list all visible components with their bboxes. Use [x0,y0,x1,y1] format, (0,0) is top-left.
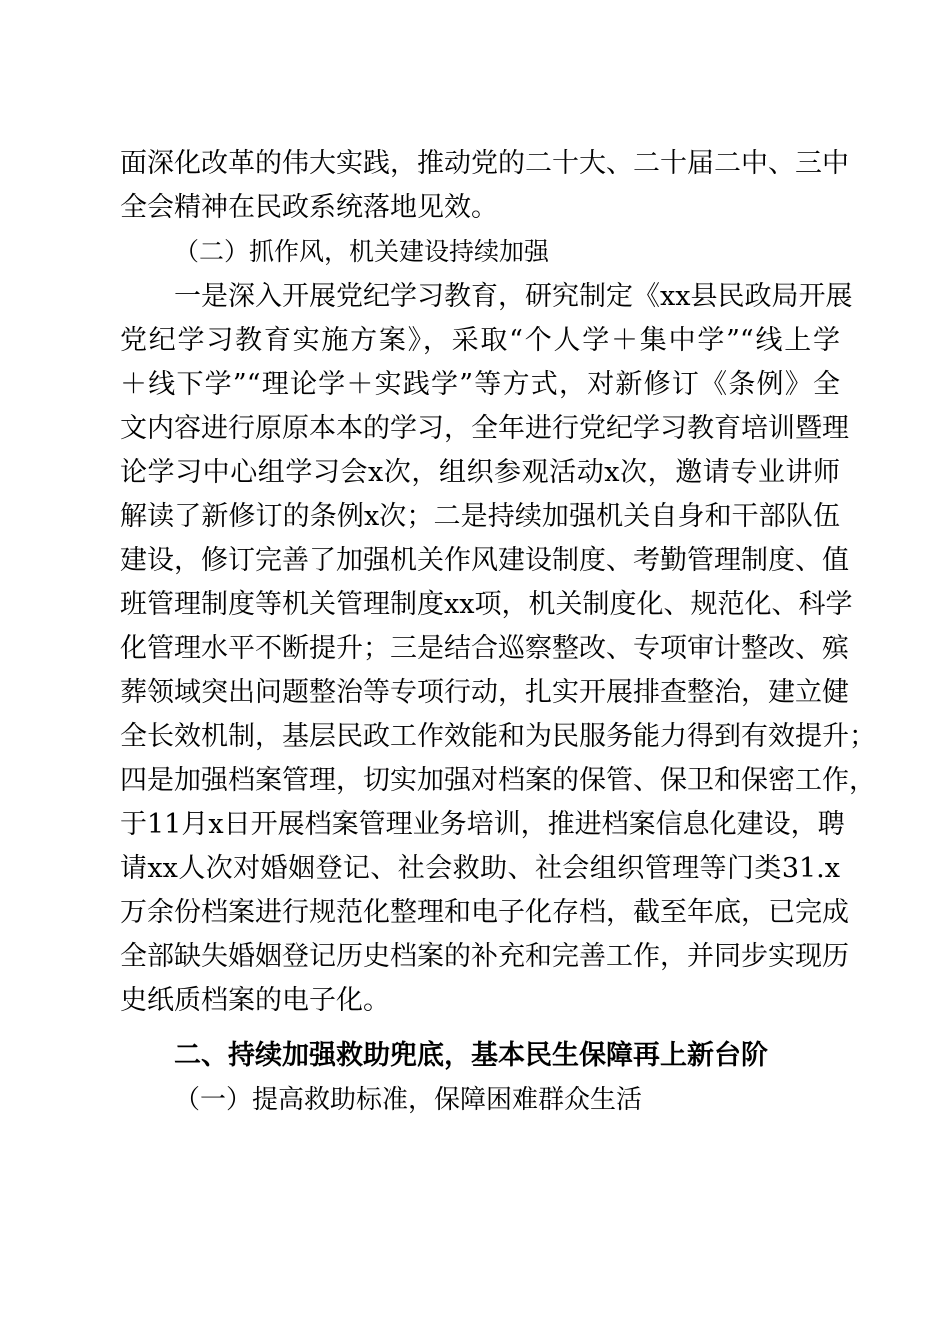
paragraph-line: 史纸质档案的电子化。 [120,985,390,1016]
section-heading: 二、持续加强救助兜底，基本民生保障再上新台阶 [174,1040,768,1071]
paragraph-line: 全会精神在民政系统落地见效。 [120,192,498,223]
paragraph-line: 四是加强档案管理，切实加强对档案的保管、保卫和保密工作， [120,765,876,796]
paragraph-line: 化管理水平不断提升；三是结合巡察整改、专项审计整改、殡 [120,633,849,664]
paragraph-line: 党纪学习教育实施方案》，采取“个人学＋集中学”“线上学 [120,325,840,356]
paragraph-line: 解读了新修订的条例x次；二是持续加强机关自身和干部队伍 [120,501,840,532]
paragraph-line: 于11月x日开展档案管理业务培训，推进档案信息化建设，聘 [120,809,845,840]
paragraph-line: 请xx人次对婚姻登记、社会救助、社会组织管理等门类31.x [120,853,840,884]
subsection-heading: （二）抓作风，机关建设持续加强 [174,237,550,266]
paragraph-line: 一是深入开展党纪学习教育，研究制定《xx县民政局开展 [174,281,853,312]
paragraph-line: 全长效机制，基层民政工作效能和为民服务能力得到有效提升； [120,721,876,752]
paragraph-line: 全部缺失婚姻登记历史档案的补充和完善工作，并同步实现历 [120,941,849,972]
paragraph-line: 面深化改革的伟大实践，推动党的二十大、二十届二中、三中 [120,148,849,179]
subsection-heading: （一）提高救助标准，保障困难群众生活 [174,1085,643,1115]
paragraph-line: 论学习中心组学习会x次，组织参观活动x次，邀请专业讲师 [120,457,840,488]
paragraph-line: 万余份档案进行规范化整理和电子化存档，截至年底，已完成 [120,897,849,928]
paragraph-line: 班管理制度等机关管理制度xx项，机关制度化、规范化、科学 [120,589,853,620]
paragraph-line: ＋线下学”“理论学＋实践学”等方式，对新修订《条例》全 [120,369,840,400]
paragraph-line: 葬领域突出问题整治等专项行动，扎实开展排查整治，建立健 [120,677,849,708]
paragraph-line: 文内容进行原原本本的学习，全年进行党纪学习教育培训暨理 [120,413,849,444]
paragraph-line: 建设，修订完善了加强机关作风建设制度、考勤管理制度、值 [120,545,849,576]
